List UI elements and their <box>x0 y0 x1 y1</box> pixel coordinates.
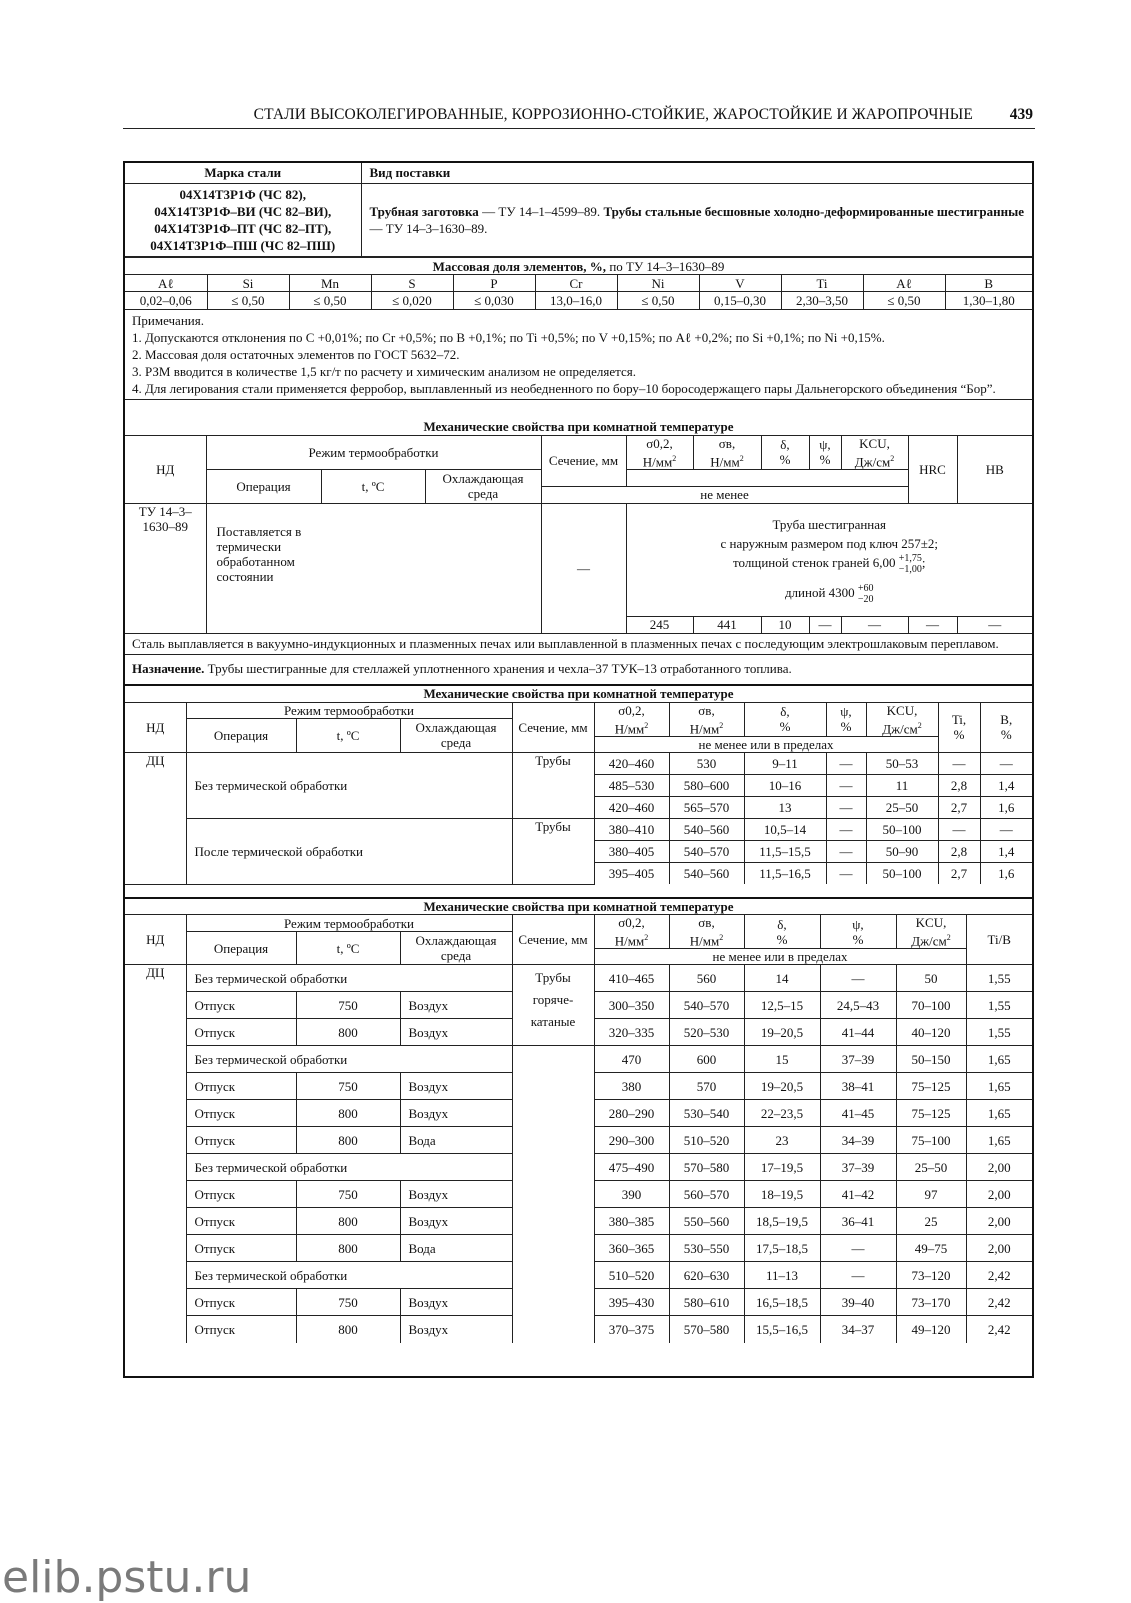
mech-value: 540–570 <box>669 992 744 1019</box>
table-row <box>125 1046 1032 1073</box>
element-value: 2,30–3,50 <box>781 292 863 310</box>
mech-value: 37–39 <box>820 1154 896 1181</box>
composition-title <box>125 258 1032 275</box>
section-cell <box>512 965 594 1046</box>
element-value: 0,15–0,30 <box>699 292 781 310</box>
element-value: 13,0–16,0 <box>535 292 617 310</box>
grade-name: 04Х14Т3Р1Ф–ПШ (ЧС 82–ПШ) <box>150 237 336 253</box>
mech-value: — <box>820 965 896 992</box>
note-line: Примечания. <box>132 313 204 328</box>
mech-value: 50–100 <box>866 818 938 840</box>
watermark: elib.pstu.ru <box>2 1552 252 1603</box>
supply-text-1: — ТУ 14–1–4599–89. <box>478 203 604 219</box>
mech-value: 530–550 <box>669 1235 744 1262</box>
element-value: ≤ 0,030 <box>453 292 535 310</box>
not-less-or-label: не менее или в пределах <box>594 736 938 752</box>
mech-value: 50–90 <box>866 840 938 862</box>
mech-value: 380 <box>594 1073 669 1100</box>
temp-cell: 750 <box>296 992 400 1019</box>
mech-value: 25–50 <box>896 1154 966 1181</box>
mech-value: 1,65 <box>966 1100 1032 1127</box>
temp-cell: 800 <box>296 1316 400 1343</box>
mech-value: 1,6 <box>980 796 1032 818</box>
element-header: B <box>945 275 1032 292</box>
mech-value: 380–405 <box>594 840 669 862</box>
mech-value: 620–630 <box>669 1262 744 1289</box>
cooling-cell: Воздух <box>400 1181 512 1208</box>
mech-value: 395–405 <box>594 862 669 884</box>
composition-title-bold: Массовая доля элементов, %, <box>432 258 607 274</box>
mech-value: 510–520 <box>594 1262 669 1289</box>
element-value: 1,30–1,80 <box>945 292 1032 310</box>
treatment-cell: Без термической обработки <box>186 752 512 818</box>
mech-value: 75–125 <box>896 1073 966 1100</box>
mech-value: 290–300 <box>594 1127 669 1154</box>
element-header: Аℓ <box>863 275 945 292</box>
kcu-header: KCU, $Дж/см^2$ <box>841 435 908 469</box>
tib-header: Ti/B <box>966 915 1032 965</box>
temp-cell: 800 <box>296 1100 400 1127</box>
mech-value: 15 <box>744 1046 820 1073</box>
nd-header: НД <box>125 435 206 503</box>
mech-value: 37–39 <box>820 1046 896 1073</box>
mech-value: 570–580 <box>669 1154 744 1181</box>
element-header: Mn <box>289 275 371 292</box>
mech-value: 11–13 <box>744 1262 820 1289</box>
composition-section <box>125 257 1032 400</box>
operation-cell: Без термической обработки <box>186 1262 512 1289</box>
sv-header: σв, $Н/мм^2$ <box>669 915 744 949</box>
mech-value: — <box>820 1235 896 1262</box>
temp-cell: 750 <box>296 1289 400 1316</box>
heat-mode-header: Режим термообработки <box>206 435 541 469</box>
kcu-header: KCU, $Дж/см^2$ <box>896 915 966 949</box>
mech-value: 40–120 <box>896 1019 966 1046</box>
temp-cell: 800 <box>296 1127 400 1154</box>
mech-value: 97 <box>896 1181 966 1208</box>
s02-header: σ0,2, $Н/мм^2$ <box>594 915 669 949</box>
operation-cell: Отпуск <box>186 1100 296 1127</box>
page-number: 439 <box>1009 106 1033 123</box>
mech-title-2: Механические свойства при комнатной температуре <box>125 685 1032 702</box>
grade-name: 04Х14Т3Р1Ф (ЧС 82), <box>179 186 306 202</box>
delta-header: δ, % <box>761 435 809 469</box>
mech-value: 16,5–18,5 <box>744 1289 820 1316</box>
mech-value: 390 <box>594 1181 669 1208</box>
mech-value: 560–570 <box>669 1181 744 1208</box>
element-value: ≤ 0,50 <box>207 292 289 310</box>
composition-title-rest: по ТУ 14–3–1630–89 <box>606 258 725 274</box>
mech-value: 565–570 <box>669 796 744 818</box>
delta-header: δ, % <box>744 702 826 736</box>
mech-value: — <box>809 616 841 633</box>
grade-label: Марка стали <box>125 163 361 183</box>
cooling-header: Охлаждающая среда <box>400 932 512 965</box>
mech-value: 12,5–15 <box>744 992 820 1019</box>
mech-value: — <box>980 752 1032 774</box>
mech-value: 1,4 <box>980 774 1032 796</box>
operation-cell: Без термической обработки <box>186 965 512 992</box>
mech-value: 25–50 <box>866 796 938 818</box>
mech-value: 18,5–19,5 <box>744 1208 820 1235</box>
mech-value: 15,5–16,5 <box>744 1316 820 1343</box>
mech-value: 49–120 <box>896 1316 966 1343</box>
supply-text <box>361 183 1032 257</box>
operation-cell: Отпуск <box>186 1316 296 1343</box>
mech-value: 10–16 <box>744 774 826 796</box>
mech-value: 18–19,5 <box>744 1181 820 1208</box>
supply-label: Вид поставки <box>361 163 1032 183</box>
mech-title-1: Механические свойства при комнатной температуре <box>125 419 1032 435</box>
mech-value: 380–410 <box>594 818 669 840</box>
cooling-cell: Вода <box>400 1235 512 1262</box>
mech-value: — <box>826 796 866 818</box>
nd-header: НД <box>125 915 186 965</box>
temp-header: t, ºС <box>296 932 400 965</box>
melt-note: Сталь выплавляется в вакуумно-индукционных и плазменных печах или выплавленной в плазменных печах с последующим электрошлаковым переплавом. <box>125 634 1032 655</box>
mech-value: 11 <box>866 774 938 796</box>
mech-value: — <box>938 752 980 774</box>
cooling-cell: Воздух <box>400 1019 512 1046</box>
mech-value: 300–350 <box>594 992 669 1019</box>
nd-cell: ДЦ <box>125 965 186 1343</box>
element-value: ≤ 0,50 <box>289 292 371 310</box>
supply-text-2: — ТУ 14–3–1630–89. <box>369 220 488 236</box>
table-row <box>125 752 1032 774</box>
element-header: P <box>453 275 535 292</box>
mech-value: — <box>980 818 1032 840</box>
mech-value: 395–430 <box>594 1289 669 1316</box>
operation-cell: Без термической обработки <box>186 1154 512 1181</box>
psi-header: ψ, % <box>826 702 866 736</box>
grade-names <box>125 183 361 257</box>
section-text: катаные <box>530 1014 576 1030</box>
mech-block-2 <box>125 685 1032 885</box>
mech-value: 25 <box>896 1208 966 1235</box>
mech-value: 9–11 <box>744 752 826 774</box>
element-value: 0,02–0,06 <box>125 292 207 310</box>
mech-value: 2,42 <box>966 1289 1032 1316</box>
cooling-cell: Воздух <box>400 1208 512 1235</box>
hb-header: HB <box>957 435 1032 503</box>
mech-value: 11,5–16,5 <box>744 862 826 884</box>
cooling-cell: Воздух <box>400 1073 512 1100</box>
mech-block-3 <box>125 897 1032 1343</box>
grade-name: 04Х14Т3Р1Ф–ПТ (ЧС 82–ПТ), <box>154 220 332 236</box>
header-title: СТАЛИ ВЫСОКОЛЕГИРОВАННЫЕ, КОРРОЗИОННО-СТОЙКИЕ, ЖАРОСТОЙКИЕ И ЖАРОПРОЧНЫЕ <box>253 106 973 123</box>
mech-value: 41–44 <box>820 1019 896 1046</box>
section-text: горяче- <box>532 992 574 1008</box>
table-row <box>125 965 1032 992</box>
operation-header: Операция <box>186 932 296 965</box>
element-value: ≤ 0,50 <box>863 292 945 310</box>
element-header: V <box>699 275 781 292</box>
mech-value: 485–530 <box>594 774 669 796</box>
mech-value: 2,7 <box>938 796 980 818</box>
kcu-header: KCU, $Дж/см^2$ <box>866 702 938 736</box>
operation-cell: Отпуск <box>186 1181 296 1208</box>
hrc-header: HRC <box>908 435 957 503</box>
mech-value: 1,65 <box>966 1127 1032 1154</box>
mech-value: — <box>826 840 866 862</box>
supply-bold-2: Трубы стальные бесшовные холодно-деформированные шестигранные <box>603 203 1024 219</box>
mech-value: 34–37 <box>820 1316 896 1343</box>
mech-value: 10 <box>761 616 809 633</box>
nd-cell: ДЦ <box>125 752 186 884</box>
mech-value: 24,5–43 <box>820 992 896 1019</box>
mech-value: 580–600 <box>669 774 744 796</box>
mech-value: 17,5–18,5 <box>744 1235 820 1262</box>
mech-value: 50–100 <box>866 862 938 884</box>
element-value: ≤ 0,50 <box>617 292 699 310</box>
cooling-header: Охлаждающая среда <box>400 718 512 752</box>
mech-title-3: Механические свойства при комнатной температуре <box>125 898 1032 915</box>
element-value: ≤ 0,020 <box>371 292 453 310</box>
section-cell: Трубы <box>512 818 594 884</box>
section-header: Сечение, мм <box>541 435 626 486</box>
mech-value: 380–385 <box>594 1208 669 1235</box>
tube-description: Труба шестигранная с наружным размером под ключ 257±2; толщиной стенок граней 6,00 +1,75 −1,00; длиной 4300 +60 −20 <box>626 503 1032 616</box>
sv-header: σв, $Н/мм^2$ <box>693 435 761 469</box>
element-header: S <box>371 275 453 292</box>
mech-value: 1,55 <box>966 1019 1032 1046</box>
mech-value: 540–570 <box>669 840 744 862</box>
mech-value: 420–460 <box>594 796 669 818</box>
mech-value: 10,5–14 <box>744 818 826 840</box>
operation-cell: Поставляется в термически обработанном состоянии <box>206 503 541 633</box>
s02-header: σ0,2, $Н/мм^2$ <box>626 435 693 469</box>
mech-value: 245 <box>626 616 693 633</box>
mech-value: 17–19,5 <box>744 1154 820 1181</box>
element-header: Si <box>207 275 289 292</box>
mech-value: 2,8 <box>938 774 980 796</box>
operation-header: Операция <box>206 469 321 503</box>
section-cell-empty <box>512 1046 594 1343</box>
section-cell: — <box>541 503 626 633</box>
operation-header: Операция <box>186 718 296 752</box>
operation-cell: Отпуск <box>186 1127 296 1154</box>
running-header <box>123 106 1035 129</box>
mech-value: 19–20,5 <box>744 1019 820 1046</box>
cooling-header: Охлаждающая среда <box>425 469 541 503</box>
temp-header: t, ºС <box>321 469 425 503</box>
mech-value: — <box>826 774 866 796</box>
cooling-cell: Воздух <box>400 1289 512 1316</box>
mech-value: 510–520 <box>669 1127 744 1154</box>
mech-value: — <box>841 616 908 633</box>
mech-value: 34–39 <box>820 1127 896 1154</box>
mech-value: 550–560 <box>669 1208 744 1235</box>
ti-header: Ti, % <box>938 702 980 752</box>
mech-value: 50–150 <box>896 1046 966 1073</box>
heat-mode-header: Режим термообработки <box>186 915 512 932</box>
temp-header: t, ºС <box>296 718 400 752</box>
mech-value: 2,00 <box>966 1235 1032 1262</box>
mech-value: 2,00 <box>966 1154 1032 1181</box>
mech-value: 520–530 <box>669 1019 744 1046</box>
note-line: 1. Допускаются отклонения по С +0,01%; по Cr +0,5%; по В +0,1%; по Ti +0,5%; по V +0,15%; по Аℓ +0,2%; по Si +0,1%; по Ni +0,15%. <box>132 330 885 345</box>
operation-cell: Отпуск <box>186 1019 296 1046</box>
note-line: 4. Для легирования стали применяется ферробор, выплавленный из необедненного по бору–10 боросодержащего пары Дальнегорского объединения “Бор”. <box>132 381 996 396</box>
table-row <box>125 818 1032 840</box>
mech-value: 36–41 <box>820 1208 896 1235</box>
steel-card <box>123 161 1034 1378</box>
mech-value: — <box>826 818 866 840</box>
cooling-cell: Вода <box>400 1127 512 1154</box>
supply-bold-1: Трубная заготовка <box>369 203 479 219</box>
section-header: Сечение, мм <box>512 702 594 752</box>
mech-value: 73–120 <box>896 1262 966 1289</box>
nd-header: НД <box>125 702 186 752</box>
mech-value: 41–42 <box>820 1181 896 1208</box>
cooling-cell: Воздух <box>400 992 512 1019</box>
element-header: Аℓ <box>125 275 207 292</box>
mech-value: 600 <box>669 1046 744 1073</box>
not-less-label: не менее <box>541 486 908 503</box>
operation-cell: Отпуск <box>186 1289 296 1316</box>
mech-value: 360–365 <box>594 1235 669 1262</box>
composition-notes <box>125 310 1032 400</box>
cooling-cell: Воздух <box>400 1316 512 1343</box>
element-header: Ti <box>781 275 863 292</box>
mech-value: 570–580 <box>669 1316 744 1343</box>
section-header: Сечение, мм <box>512 915 594 965</box>
mech-value: 75–100 <box>896 1127 966 1154</box>
temp-cell: 800 <box>296 1019 400 1046</box>
temp-cell: 750 <box>296 1073 400 1100</box>
element-header: Cr <box>535 275 617 292</box>
mech-value: 410–465 <box>594 965 669 992</box>
sv-header: σв, $Н/мм^2$ <box>669 702 744 736</box>
grade-name: 04Х14Т3Р1Ф–ВИ (ЧС 82–ВИ), <box>154 203 332 219</box>
temp-cell: 800 <box>296 1235 400 1262</box>
operation-cell: Без термической обработки <box>186 1046 512 1073</box>
mech-value: 1,4 <box>980 840 1032 862</box>
section-cell: Трубы <box>512 752 594 818</box>
note-line: 2. Массовая доля остаточных элементов по ГОСТ 5632–72. <box>132 347 460 362</box>
temp-cell: 800 <box>296 1208 400 1235</box>
mech-value: 560 <box>669 965 744 992</box>
mech-value: 75–125 <box>896 1100 966 1127</box>
mech-value: 38–41 <box>820 1073 896 1100</box>
mech-value: 22–23,5 <box>744 1100 820 1127</box>
mech-value: 1,55 <box>966 992 1032 1019</box>
composition-value-row <box>125 292 1032 310</box>
mech-value: 41–45 <box>820 1100 896 1127</box>
psi-header: ψ, % <box>809 435 841 469</box>
heat-mode-header: Режим термообработки <box>186 702 512 718</box>
mech-value: 50 <box>896 965 966 992</box>
mech-value: — <box>826 862 866 884</box>
purpose-note: Назначение. Трубы шестигранные для стеллажей уплотненного хранения и чехла–37 ТУК–13 отработанного топлива. <box>125 655 1032 686</box>
mech-value: 11,5–15,5 <box>744 840 826 862</box>
mech-value: 2,42 <box>966 1316 1032 1343</box>
mech-value: 470 <box>594 1046 669 1073</box>
mech-value: — <box>957 616 1032 633</box>
operation-cell: Отпуск <box>186 1073 296 1100</box>
mech-value: 320–335 <box>594 1019 669 1046</box>
mech-value: 441 <box>693 616 761 633</box>
delta-header: δ, % <box>744 915 820 949</box>
mech-value: — <box>938 818 980 840</box>
mech-value: 530 <box>669 752 744 774</box>
mech-value: 420–460 <box>594 752 669 774</box>
mech-value: 2,42 <box>966 1262 1032 1289</box>
mech-value: — <box>908 616 957 633</box>
mech-value: 70–100 <box>896 992 966 1019</box>
s02-header: σ0,2, $Н/мм^2$ <box>594 702 669 736</box>
mech-value: 570 <box>669 1073 744 1100</box>
mech-value: 23 <box>744 1127 820 1154</box>
mech-value: 1,55 <box>966 965 1032 992</box>
mech-value: 280–290 <box>594 1100 669 1127</box>
section-text: Трубы <box>535 970 571 986</box>
temp-cell: 750 <box>296 1181 400 1208</box>
cooling-cell: Воздух <box>400 1100 512 1127</box>
not-less-or-label: не менее или в пределах <box>594 949 966 965</box>
mech-value: 2,00 <box>966 1181 1032 1208</box>
mech-value: 2,00 <box>966 1208 1032 1235</box>
composition-header-row <box>125 275 1032 292</box>
mech-value: 50–53 <box>866 752 938 774</box>
b-header: B, % <box>980 702 1032 752</box>
mech-value: 19–20,5 <box>744 1073 820 1100</box>
treatment-cell: После термической обработки <box>186 818 512 884</box>
mech-value: 2,8 <box>938 840 980 862</box>
note-line: 3. РЗМ вводится в количестве 1,5 кг/т по расчету и химическим анализом не определяется. <box>132 364 636 379</box>
mech-value: — <box>826 752 866 774</box>
mech-value: 2,7 <box>938 862 980 884</box>
grade-section <box>125 163 1032 257</box>
mech-value: 540–560 <box>669 862 744 884</box>
mech-value: 530–540 <box>669 1100 744 1127</box>
psi-header: ψ, % <box>820 915 896 949</box>
operation-cell: Отпуск <box>186 1235 296 1262</box>
mech-value: 475–490 <box>594 1154 669 1181</box>
mech-value: — <box>820 1262 896 1289</box>
operation-cell: Отпуск <box>186 992 296 1019</box>
mech-value: 1,6 <box>980 862 1032 884</box>
mech-value: 14 <box>744 965 820 992</box>
mech-value: 1,65 <box>966 1046 1032 1073</box>
mech-value: 540–560 <box>669 818 744 840</box>
mech-value: 1,65 <box>966 1073 1032 1100</box>
operation-cell: Отпуск <box>186 1208 296 1235</box>
mech-value: 370–375 <box>594 1316 669 1343</box>
mech-value: 73–170 <box>896 1289 966 1316</box>
mech-value: 49–75 <box>896 1235 966 1262</box>
mech-block-1 <box>125 419 1032 686</box>
nd-cell: ТУ 14–3–1630–89 <box>125 503 206 633</box>
mech-value: 580–610 <box>669 1289 744 1316</box>
mech-value: 13 <box>744 796 826 818</box>
element-header: Ni <box>617 275 699 292</box>
mech-value: 39–40 <box>820 1289 896 1316</box>
